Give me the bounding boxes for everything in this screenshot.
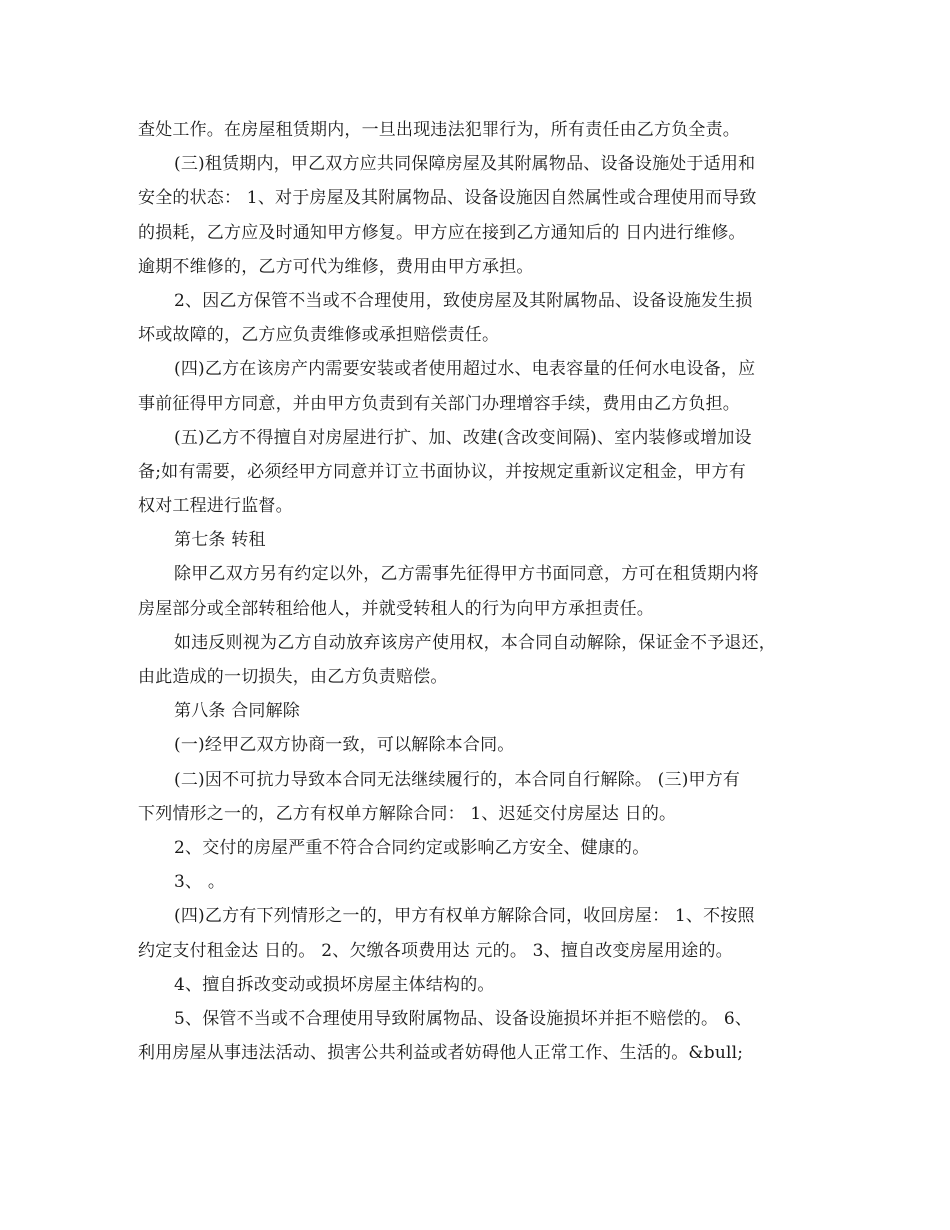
text-line: 如违反则视为乙方自动放弃该房产使用权，本合同自动解除，保证金不予退还， [174, 632, 776, 653]
text-line: 利用房屋从事违法活动、损害公共利益或者妨碍他人正常工作、生活的。&bull; [138, 1043, 744, 1064]
text-line: 备;如有需要，必须经甲方同意并订立书面协议，并按规定重新议定租金，甲方有 [138, 461, 746, 482]
text-line: 权对工程进行监督。 [138, 496, 293, 517]
text-line: 坏或故障的，乙方应负责维修或承担赔偿责任。 [138, 325, 500, 346]
text-line: 查处工作。在房屋租赁期内，一旦出现违法犯罪行为，所有责任由乙方负全责。 [138, 120, 740, 140]
text-line: (三)租赁期内，甲乙双方应共同保障房屋及其附属物品、设备设施处于适用和 [174, 154, 756, 175]
text-line: 由此造成的一切损失，由乙方负责赔偿。 [138, 667, 448, 687]
text-line: 5、保管不当或不合理使用导致附属物品、设备设施损坏并拒不赔偿的。 6、 [174, 1008, 753, 1029]
text-line: 2、交付的房屋严重不符合合同约定或影响乙方安全、健康的。 [174, 837, 650, 858]
text-line: 约定支付租金达 日的。 2、欠缴各项费用达 元的。 3、擅自改变房屋用途的。 [138, 940, 733, 961]
text-line: 4、擅自拆改变动或损坏房屋主体结构的。 [174, 974, 495, 995]
document-body [138, 113, 818, 1070]
text-line: 下列情形之一的，乙方有权单方解除合同： 1、迟延交付房屋达 日的。 [138, 803, 677, 824]
text-line: 安全的状态： 1、对于房屋及其附属物品、设备设施因自然属性或合理使用而导致 [138, 188, 757, 209]
text-line: 逾期不维修的，乙方可代为维修，费用由甲方承担。 [138, 256, 534, 277]
text-line: (二)因不可抗力导致本合同无法继续履行的，本合同自行解除。 (三)甲方有 [174, 769, 741, 790]
text-line: (一)经甲乙双方协商一致，可以解除本合同。 [174, 735, 515, 756]
text-line: (四)乙方有下列情形之一的，甲方有权单方解除合同，收回房屋： 1、不按照 [174, 906, 755, 927]
text-line: (四)乙方在该房产内需要安装或者使用超过水、电表容量的任何水电设备，应 [174, 359, 756, 380]
text-line: 事前征得甲方同意，并由甲方负责到有关部门办理增容手续，费用由乙方负担。 [138, 393, 740, 414]
text-line: 除甲乙双方另有约定以外，乙方需事先征得甲方书面同意，方可在租赁期内将 [174, 564, 759, 585]
text-line: 房屋部分或全部转租给他人，并就受转租人的行为向甲方承担责任。 [138, 598, 654, 619]
text-line: 的损耗，乙方应及时通知甲方修复。甲方应在接到乙方通知后的 日内进行维修。 [138, 222, 746, 243]
text-line: (五)乙方不得擅自对房屋进行扩、加、改建(含改变间隔)、室内装修或增加设 [174, 427, 752, 448]
text-line: 3、 。 [174, 872, 226, 893]
text-line: 第七条 转租 [174, 530, 266, 551]
text-line: 2、因乙方保管不当或不合理使用，致使房屋及其附属物品、设备设施发生损 [174, 290, 753, 311]
text-line: 第八条 合同解除 [174, 701, 301, 722]
